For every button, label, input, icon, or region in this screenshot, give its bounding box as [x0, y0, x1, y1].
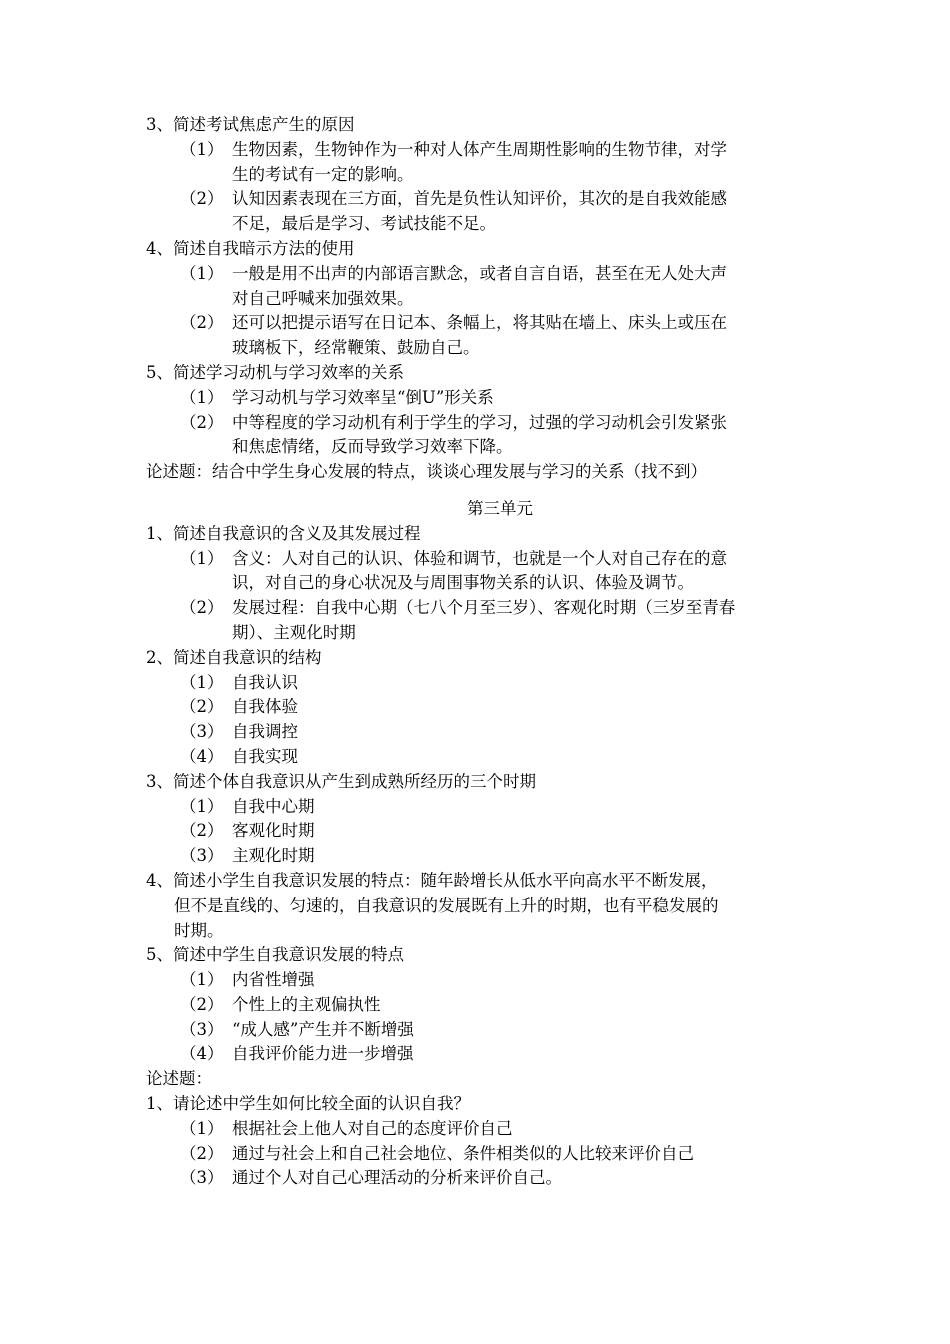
- continuation-line: 识，对自己的身心状况及与周围事物关系的认识、体验及调节。: [232, 573, 694, 593]
- item-text: “成人感”产生并不断增强: [232, 1019, 414, 1039]
- section-title: 第三单元: [467, 498, 533, 518]
- item-text: 一般是用不出声的内部语言默念，或者自言自语，甚至在无人处大声: [232, 263, 727, 283]
- item-marker: （3）: [180, 722, 224, 742]
- question-line: 5、简述学习动机与学习效率的关系: [146, 362, 404, 382]
- item-text: 通过个人对自己心理活动的分析来评价自己。: [232, 1168, 562, 1188]
- section-gap: [146, 485, 814, 497]
- item-marker: （1）: [180, 548, 224, 568]
- question-line: 1、简述自我意识的含义及其发展过程: [146, 523, 421, 543]
- item-marker: （2）: [180, 994, 224, 1014]
- item-text: 自我中心期: [232, 796, 315, 816]
- question-line: 1、请论述中学生如何比较全面的认识自我？: [146, 1094, 470, 1114]
- list-item: [146, 671, 814, 696]
- item-marker: （4）: [180, 1044, 224, 1064]
- continuation-line: 生的考试有一定的影响。: [232, 164, 414, 184]
- continuation-line: 对自己呼喊来加强效果。: [232, 288, 414, 308]
- item-text: 内省性增强: [232, 970, 315, 990]
- question-line: 3、简述考试焦虑产生的原因: [146, 115, 355, 134]
- item-text: 认知因素表现在三方面，首先是负性认知评价，其次的是自我效能感: [232, 189, 727, 209]
- item-text: 主观化时期: [232, 846, 315, 866]
- item-marker: （4）: [180, 746, 224, 766]
- item-marker: （2）: [180, 821, 224, 841]
- list-item: [146, 187, 814, 212]
- item-text: 含义：人对自己的认识、体验和调节，也就是一个人对自己存在的意: [232, 548, 727, 568]
- list-item: [146, 311, 814, 336]
- item-text: 自我实现: [232, 746, 298, 766]
- question-line: 论述题：: [146, 1069, 212, 1089]
- list-item: [146, 386, 814, 411]
- item-marker: （3）: [180, 846, 224, 866]
- item-marker: （2）: [180, 189, 224, 209]
- item-text: 自我调控: [232, 722, 298, 742]
- item-marker: （3）: [180, 1019, 224, 1039]
- item-marker: （1）: [180, 796, 224, 816]
- item-marker: （2）: [180, 1143, 224, 1163]
- list-item: [146, 138, 814, 163]
- continuation-line: 时期。: [174, 920, 224, 940]
- list-item: [146, 411, 814, 436]
- item-marker: （3）: [180, 1168, 224, 1188]
- question-line: 5、简述中学生自我意识发展的特点: [146, 945, 404, 965]
- continuation-line: 但不是直线的、匀速的，自我意识的发展既有上升的时期，也有平稳发展的: [174, 895, 719, 915]
- list-item: [146, 1042, 814, 1067]
- item-text: 发展过程：自我中心期（七八个月至三岁）、客观化时期（三岁至青春: [232, 598, 736, 618]
- item-marker: （2）: [180, 313, 224, 333]
- item-marker: （1）: [180, 672, 224, 692]
- item-text: 自我评价能力进一步增强: [232, 1044, 414, 1064]
- question-line: 3、简述个体自我意识从产生到成熟所经历的三个时期: [146, 771, 536, 791]
- question-line: 论述题：结合中学生身心发展的特点，谈谈心理发展与学习的关系（找不到）: [146, 462, 707, 482]
- item-marker: （1）: [180, 263, 224, 283]
- list-item: [146, 1018, 814, 1043]
- item-marker: （2）: [180, 598, 224, 618]
- item-text: 自我认识: [232, 672, 298, 692]
- list-item: [146, 968, 814, 993]
- list-item: [146, 819, 814, 844]
- item-text: 通过与社会上和自己社会地位、条件相类似的人比较来评价自己: [232, 1143, 694, 1163]
- item-text: 生物因素，生物钟作为一种对人体产生周期性影响的生物节律，对学: [232, 139, 727, 159]
- list-item: [146, 844, 814, 869]
- item-marker: （1）: [180, 387, 224, 407]
- item-text: 还可以把提示语写在日记本、条幅上，将其贴在墙上、床头上或压在: [232, 313, 727, 333]
- list-item: [146, 1166, 814, 1191]
- list-item: [146, 1117, 814, 1142]
- document-body: [146, 113, 814, 1191]
- item-text: 学习动机与学习效率呈“倒U”形关系: [232, 387, 494, 407]
- item-marker: （2）: [180, 412, 224, 432]
- item-text: 个性上的主观偏执性: [232, 994, 381, 1014]
- list-item: [146, 596, 814, 621]
- question-line: 4、简述小学生自我意识发展的特点：随年龄增长从低水平向高水平不断发展，: [146, 870, 718, 890]
- item-text: 根据社会上他人对自己的态度评价自己: [232, 1118, 513, 1138]
- item-marker: （1）: [180, 970, 224, 990]
- list-item: [146, 547, 814, 572]
- list-item: [146, 745, 814, 770]
- list-item: [146, 993, 814, 1018]
- item-marker: （1）: [180, 1118, 224, 1138]
- continuation-line: 玻璃板下，经常鞭策、鼓励自己。: [232, 338, 480, 358]
- list-item: [146, 262, 814, 287]
- item-text: 客观化时期: [232, 821, 315, 841]
- question-line: 2、简述自我意识的结构: [146, 647, 322, 667]
- list-item: [146, 720, 814, 745]
- question-line: 4、简述自我暗示方法的使用: [146, 238, 355, 258]
- list-item: [146, 695, 814, 720]
- continuation-line: 期）、主观化时期: [232, 622, 356, 642]
- item-marker: （1）: [180, 139, 224, 159]
- continuation-line: 不足，最后是学习、考试技能不足。: [232, 214, 496, 234]
- list-item: [146, 1142, 814, 1167]
- item-marker: （2）: [180, 697, 224, 717]
- item-text: 中等程度的学习动机有利于学生的学习，过强的学习动机会引发紧张: [232, 412, 727, 432]
- continuation-line: 和焦虑情绪，反而导致学习效率下降。: [232, 437, 513, 457]
- list-item: [146, 795, 814, 820]
- item-text: 自我体验: [232, 697, 298, 717]
